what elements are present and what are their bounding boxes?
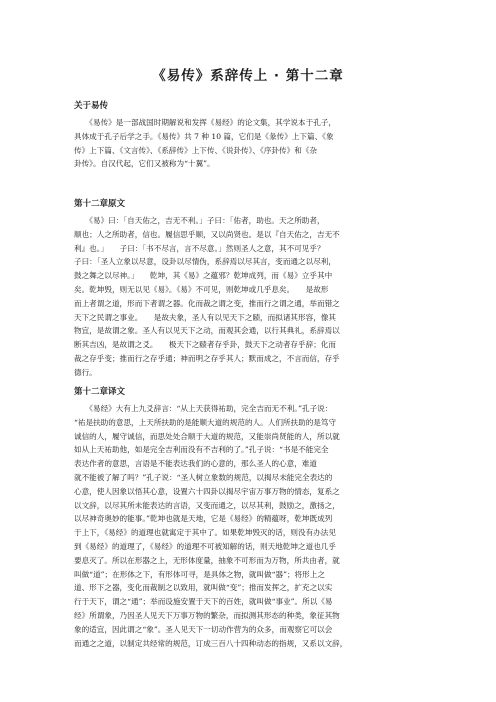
text-line: 而上者谓之道，形而下者谓之器。化而裁之谓之变，推而行之谓之通，举而错之 <box>74 298 340 308</box>
paragraph-translation <box>74 402 424 650</box>
text-line: 矣。乾坤毁，则无以见《易》。《易》不可见，则乾坤或几乎息矣。 是故形 <box>74 284 329 294</box>
text-line: 象的适宜，因此谓之“象”。圣人见天下一切动作营为的众多，而观察它可以会 <box>74 624 333 634</box>
text-line: 《易》曰：「自天佑之，吉无不利。」子曰：「佑者，助也。天之所助者， <box>74 216 325 225</box>
text-line: 顺也；人之所助者，信也。履信思乎顺，又以尚贤也。是以『自天佑之，吉无不 <box>74 229 340 239</box>
text-line: “祐是扶助的意思，上天所扶助的是能顺大道的规范的人。人们所扶助的是笃守 <box>74 417 337 427</box>
text-line: 传》上下篇、《文言传》、《系辞传》上下传、《说卦传》、《序卦传》和《杂 <box>74 145 317 155</box>
text-line: 于上下，《易经》的道理也就寓定于其中了。如果乾坤毁灭的话，则没有办法见 <box>74 528 336 538</box>
text-line: 要息灭了。所以在形器之上，无形体度量，抽象不可形而为万物，所共由者，就 <box>74 555 340 565</box>
section-heading-translation: 第十二章译文 <box>74 387 126 397</box>
text-line: 以尽神奇奥妙的能事。”乾坤也就是天地，它是《易经》的精蕴呀，乾坤既成列 <box>74 514 333 524</box>
text-line: 断其吉凶，是故谓之爻。 极天下之赜者存乎卦，鼓天下之动者存乎辞；化而 <box>74 340 336 350</box>
text-line: 心意，使人因象以悟其心意，设置六十四卦以揭尽宇宙万事万物的情态，复系之 <box>74 486 340 496</box>
text-line: 卦传》。自汉代起，它们又被称为“十翼”。 <box>74 159 215 169</box>
text-line: 具体成于孔子后学之手。《易传》共 7 种 10 篇，它们是《彖传》上下篇、《象 <box>74 131 334 141</box>
text-line: 叫做“道”；在形体之下，有形体可寻，是具体之物，就叫做“器”；将形上之 <box>74 569 325 579</box>
text-line: 《易经》大有上九爻辞言：“从上天获得祐助，完全吉而无不利。”孔子说： <box>74 404 333 413</box>
text-line: 行于天下，谓之“通”；举而设施安置于天下的百姓，就叫做“事业”。所以《易 <box>74 597 333 607</box>
text-line: 天下之民谓之事业。 是故夫象，圣人有以见天下之赜，而拟诸其形容，像其 <box>74 312 336 322</box>
text-line: 而通之之道，以制定共经常的规范，订成三百八十四种动态的指规，又系以文辞， <box>74 638 348 648</box>
page-title: 《易传》系辞传上 · 第十二章 <box>152 68 344 84</box>
text-line: 如从上天祐助他，如是完全吉利而没有不吉利的了。”孔子说：“书是不能完全 <box>74 445 329 455</box>
text-line: 裁之存乎变；推而行之存乎通；神而明之存乎其人；默而成之，不言而信，存乎 <box>74 353 340 363</box>
paragraph-original <box>74 214 424 380</box>
text-line: 到《易经》的道理了，《易经》的道理不可被知解的话，则天地乾坤之道也几乎 <box>74 541 336 551</box>
text-line: 表达作者的意思，言语是不能表达我们的心意的，那么圣人的心意，难道 <box>74 459 317 469</box>
text-line: 《易传》是一部战国时期解说和发挥《易经》的论文集，其学说本于孔子， <box>74 118 336 127</box>
text-line: 道、形下之器，变化而裁制之以致用，就叫做“变”；推而发挥之，扩充之以实 <box>74 583 333 593</box>
text-line: 物宜，是故谓之象。圣人有以见天下之动，而观其会通，以行其典礼，系辞焉以 <box>74 326 340 336</box>
text-line: 诚信的人，履守诚信，而思处处合顺于大道的规范，又能崇尚贤能的人，所以就 <box>74 431 340 441</box>
paragraph-about <box>74 116 424 171</box>
text-line: 鼓之舞之以尽神。」 乾坤，其《易》之蕴邪？乾坤成列，而《易》立乎其中 <box>74 271 333 281</box>
text-line: 就不能被了解了吗？”孔子说：“圣人树立象数的规范，以揭尽未能完全表达的 <box>74 472 333 482</box>
text-line: 子曰：「圣人立象以尽意，设卦以尽情伪，系辞焉以尽其言，变而通之以尽利， <box>74 257 336 267</box>
text-line: 经》所谓象，乃因圣人见天下万事万物的繁杂，而拟测其形态的种类，象征其物 <box>74 610 340 620</box>
text-line: 德行。 <box>74 367 97 377</box>
text-line: 利』也。」 子曰：「书不尽言，言不尽意。」然则圣人之意，其不可见乎？ <box>74 243 325 253</box>
section-heading-original: 第十二章原文 <box>74 199 126 209</box>
section-heading-about: 关于易传 <box>74 101 109 111</box>
text-line: 以文辞，以尽其所未能表达的言语，又变而通之，以尽其利，鼓励之，激扬之， <box>74 500 340 510</box>
